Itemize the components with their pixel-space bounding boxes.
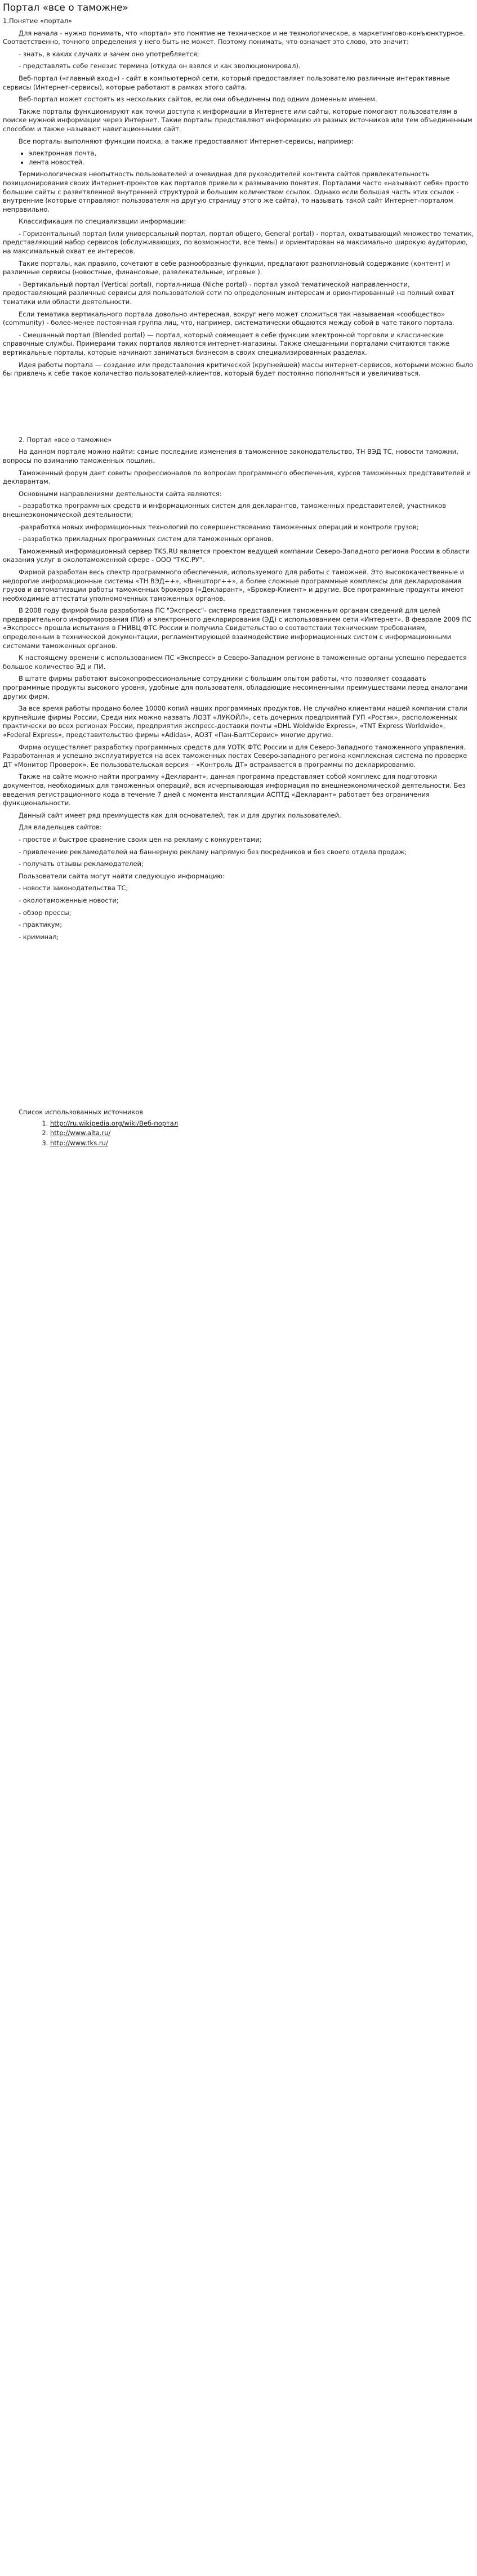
paragraph: Такие порталы, как правило, сочетают в себе разнообразные функции, предлагают разноплановый содержание (контент) и различные сервисы (новостные, финансовые, развлекательные, игровые ).: [3, 259, 451, 276]
sources-heading: Список использованных источников: [19, 1108, 144, 1117]
paragraph: - криминал;: [19, 932, 59, 941]
paragraph: За все время работы продано более 10000 копий наших программных продуктов. Не случайно клиентами нашей компании стали крупнейшие фирмы России, Среди них можно назвать ЛОЗТ «ЛУКОЙЛ», сеть дочерних предприятий ГУП «Ростэк», расположенных практически во всех регионах России, предприятия экспресс-доставки почты «DHL Woldwide Express», «TNT Express Worldwide», «Federal Express», представительство фирмы «Adidas», АОЗТ «Пан-БалтСервис» многие другие.: [3, 704, 467, 739]
paragraph: Идея работы портала — создание или представления критической (крупнейшей) массы интернет-сервисов, которыми можно было бы привлечь к себе такое количество пользователей-клиентов, который будет постоянно пополняться и увеличиваться.: [3, 360, 474, 378]
paragraph: Основными направлениями деятельности сайта являются:: [19, 489, 222, 498]
paragraph: - околотаможенные новости;: [19, 896, 119, 904]
source-item: [50, 1129, 474, 1138]
paragraph: - представлять себе генезис термина (откуда он взялся и как эволюционировал).: [19, 62, 301, 70]
paragraph: -разработка новых информационных технологий по совершенствованию таможенных операций и контроля грузов;: [19, 523, 419, 531]
paragraph: - Горизонтальный портал (или универсальный портал, портал общего, General portal) - портал, охватывающий множество тематик, представляющий набор сервисов (обслуживающих, по возможности, все темы) и ориентирован на максимально широкую аудиторию, на максимальный охват ее интересов.: [3, 229, 474, 256]
paragraph: Таможенный форум дает советы профессионалов по вопросам программного обеспечения, курсов таможенных представителей и декларантам.: [3, 468, 471, 486]
paragraph: - новости законодательства ТС;: [19, 884, 128, 892]
paragraph: Также порталы функционируют как точки доступа к информации в Интернете или сайты, которые помогают пользователям в поиске нужной информации через Интернет. Такие порталы представляют информацию из разных источников или тем объединенным способом и также называют навигационными сайт.: [3, 107, 472, 133]
paragraph: К настоящему времени с использованием ПС «Экспресс» в Северо-Западном регионе в таможенные органы успешно передается большое количество ЭД и ПИ.: [3, 654, 467, 671]
paragraph: - Вертикальный портал (Vertical portal), портал-ниша (Niche portal) - портал узкой тематической направленности, предоставляющий различные сервисы для пользователей сети по определенным интересам и ориентированный на полный охват тематики или области деятельности.: [3, 280, 454, 306]
sources-list: [3, 1119, 474, 1148]
paragraph: Фирма осуществляет разработку программных средств для УОТК ФТС России и для Северо-Западного таможенного управления. Разработанная и успешно эксплуатируется на всех таможенных постах Северо-западного региона комплексная система по проверке ДТ «Монитор Проверок». Ее пользовательская версия – «Контроль ДТ» встраивается в программы по декларированию.: [3, 743, 467, 769]
source-link[interactable]: http://ru.wikipedia.org/wiki/Веб-портал: [50, 1119, 179, 1127]
paragraph: - знать, в каких случаях и зачем оно употребляется;: [19, 50, 199, 58]
paragraph: - простое и быстрое сравнение своих цен на рекламу с конкурентами;: [19, 835, 262, 843]
source-link[interactable]: http://www.tks.ru/: [50, 1139, 108, 1148]
paragraph: - разработка программных средств и информационных систем для декларантов, таможенных представителей, участников внешнеэкономической деятельности;: [3, 502, 446, 519]
bullet-item: • электронная почта,: [29, 149, 474, 158]
paragraph: Данный сайт имеет ряд преимуществ как для основателей, так и для других пользователей.: [19, 811, 341, 819]
paragraph: Веб-портал может состоять из нескольких сайтов, если они объединены под одним доменным именем.: [19, 95, 377, 104]
document: [0, 2, 477, 1148]
paragraph: В 2008 году фирмой была разработана ПС "Экспресс"- система представления таможенным органам сведений для целей предварительного информирования (ПИ) и электронного декларирования (ЭД) с использованием сети «Интернет». В феврале 2009 ПС «Экспресс» прошла испытания в ГНИВЦ ФТС России и получила Свидетельство о соответствии техническим требованиям, определенным в технической документации, регламентирующей взаимодействие информационных систем с информационными системами таможенных органов.: [3, 606, 471, 650]
paragraph: - разработка прикладных программных систем для таможенных органов.: [19, 535, 274, 543]
paragraph: - Смешанный портал (Blended portal) — портал, который совмещает в себе функции электронной торговли и классические справочные службы. Примерами таких порталов являются интернет-магазины. Также смешанными порталами считаются также вертикальные порталы, которые начинают заниматься бизнесом в своих специализированных разделах.: [3, 331, 450, 356]
section1-heading: 1.Понятие «портал»: [3, 17, 73, 25]
paragraph: На данном портале можно найти: самые последние изменения в таможенное законодательство, ТН ВЭД ТС, новости таможни, вопросы по взиманию таможенных пошлин.: [3, 448, 458, 465]
paragraph: Веб-портал («главный вход») - сайт в компьютерной сети, который предоставляет пользователю различные интерактивные сервисы (Интернет-сервисы), которые работают в рамках этого сайта.: [3, 74, 450, 91]
section2-heading: 2. Портал «все о таможне»: [19, 435, 112, 444]
source-link[interactable]: http://www.alta.ru/: [50, 1129, 111, 1137]
source-item: [50, 1119, 474, 1128]
paragraph: В штате фирмы работают высокопрофессиональные сотрудники с большим опытом работы, что позволяет создавать программные продукты высокого уровня, удобные для пользователя, обладающие несомненными преимуществами перед аналогами других фирм.: [3, 675, 468, 700]
bullet-list: [3, 149, 474, 167]
page-title: Портал «все о таможне»: [3, 2, 128, 14]
paragraph: - получать отзывы рекламодателей;: [19, 860, 144, 868]
bullet-item: • лента новостей.: [29, 158, 474, 167]
paragraph: Для начала - нужно понимать, что «портал» это понятие не техническое и не технологическое, а маркетингово-конъюнктурное. Соответственно, точного определения у него быть не может. Поэтому понимать, что означает это слово, это значит:: [3, 29, 465, 46]
page-break-space: [3, 382, 474, 436]
page-break-space: [3, 945, 474, 1108]
paragraph: Пользователи сайта могут найти следующую информацию:: [19, 872, 225, 880]
paragraph: - обзор прессы;: [19, 908, 72, 917]
paragraph: Терминологическая неопытность пользователей и очевидная для руководителей контента сайтов привлекательность позиционирования своих Интернет-проектов как порталов привели к размыванию понятия. Порталами часто «называют себя» просто большие сайты с разветвленной внутренней структурой и большим количеством ссылок. Однако если большая часть этих ссылок - внутренние (которые отправляют пользователя на другую страницу этого же сайта), то называть такой сайт Интернет-порталом неправильно.: [3, 170, 469, 213]
source-item: [50, 1139, 474, 1148]
paragraph: Для владельцев сайтов:: [19, 823, 102, 832]
paragraph: Классификация по специализации информации:: [19, 217, 186, 226]
paragraph: Все порталы выполняют функции поиска, а также предоставляют Интернет-сервисы, например:: [19, 137, 354, 145]
paragraph: Таможенный информационный сервер TKS.RU является проектом ведущей компании Северо-Западного региона России в области оказания услуг в околотаможенной сфере - ООО "ТКС.РУ".: [3, 547, 470, 564]
paragraph: - привлечение рекламодателей на баннерную рекламу напрямую без посредников и без своего отдела продаж;: [19, 847, 407, 856]
paragraph: Если тематика вертикального портала довольно интересная, вокруг него может сложиться так называемая «сообщество» (community) - более-менее постоянная группа лиц, что, например, систематически общаются между собой в чате такого портала.: [3, 310, 454, 327]
paragraph: Также на сайте можно найти программу «Декларант», данная программа представляет собой комплекс для подготовки документов, необходимых для таможенных операций, вся исчерпывающая информация по внешнеэкономической деятельности. Без введения регистрационного кода в течение 7 дней с момента инсталляции АСПТД «Декларант» работает без ограничения функциональности.: [3, 773, 466, 807]
paragraph: Фирмой разработан весь спектр программного обеспечения, используемого для работы с таможней. Это высококачественные и недорогие информационные системы «ТН ВЭД++», «Внешторг++», а более сложные программные комплексы для декларирования грузов и автоматизации работы таможенных брокеров («Декларант», «Брокер-Клиент» и другие. Все программные продукты имеют необходимые аттестаты уполномоченных таможенных органов.: [3, 568, 465, 602]
paragraph: - практикум;: [19, 921, 63, 929]
